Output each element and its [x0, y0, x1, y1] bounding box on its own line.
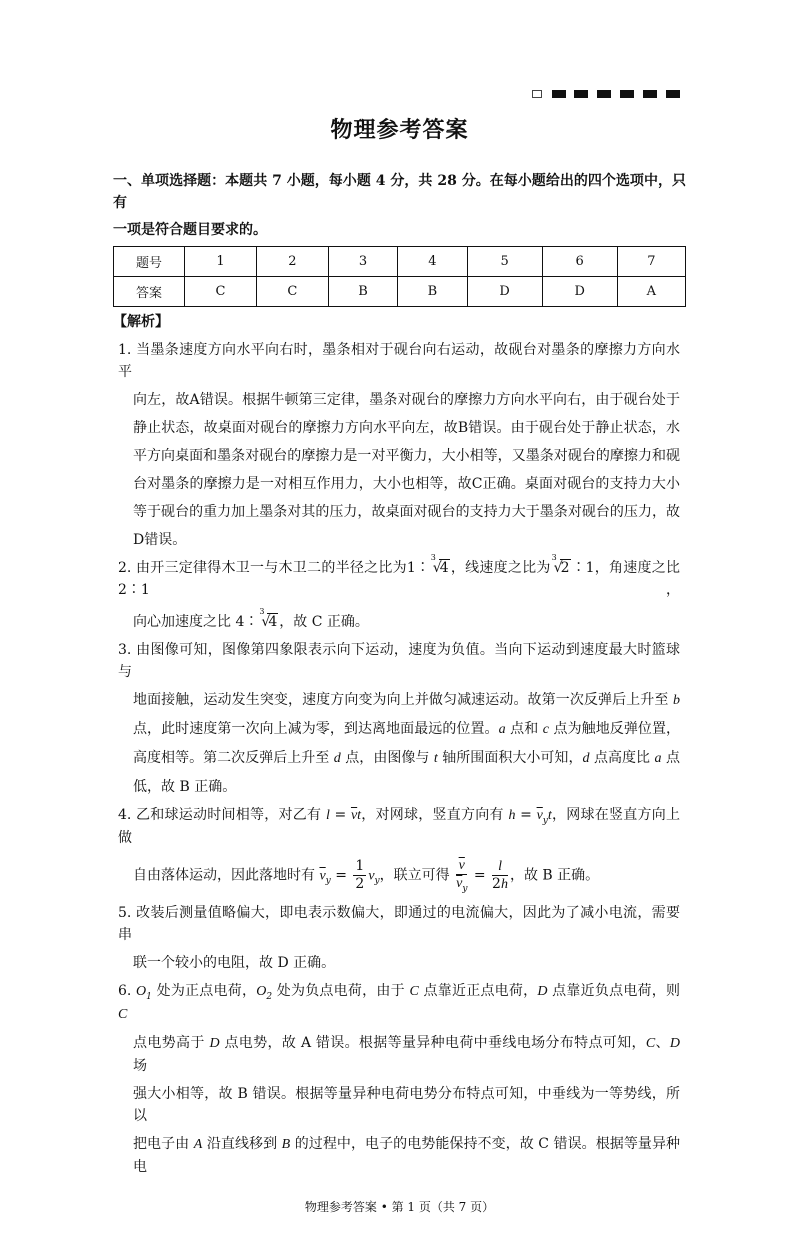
root-index: 3: [430, 553, 436, 562]
paragraph-line: [133, 1032, 680, 1077]
text-run: ，故 B 正确。: [509, 867, 600, 884]
text-run: 1. 当墨条速度方向水平向右时，墨条相对于砚台向右运动，故砚台对墨条的摩擦力方向水平: [118, 342, 680, 380]
table-row-questions: [114, 247, 686, 277]
radicand: 2: [560, 560, 570, 576]
text-run: 台对墨条的摩擦力是一对相互作用力，大小也相等，故C正确。桌面对砚台的支持力大小: [133, 476, 680, 492]
text-run: 1: [355, 857, 365, 874]
text-run: 点高度比: [589, 750, 655, 766]
math-var: a: [498, 722, 506, 737]
math-var: t: [547, 808, 552, 823]
math-var-bar: $\overline{v}$: [536, 808, 543, 823]
math-var: D: [537, 984, 548, 1000]
math-var: B: [281, 1137, 291, 1153]
radical-sign: √: [553, 560, 563, 576]
paragraph-line: [133, 776, 680, 798]
text-run: 2. 由开三定律得木卫一与木卫二的半径之比为1∶: [118, 560, 430, 576]
text-run: 地面接触，运动发生突变，速度方向变为向上并做匀减速运动。故第一次反弹后上升至: [133, 692, 673, 708]
table-cell: 6: [542, 247, 617, 277]
math-var: l: [498, 858, 502, 874]
text-run: 的过程中，电子的电势能保持不变，故 C 错误。根据等量异种电: [133, 1136, 681, 1176]
text-run: 3. 由图像可知，图像第四象限表示向下运动，速度为负值。当向下运动到速度最大时篮球与: [118, 642, 680, 680]
paragraph-line: [133, 607, 680, 633]
subscript: y: [462, 883, 468, 894]
table-row-answers: [114, 277, 686, 307]
text-run: 向心加速度之比 4∶: [133, 614, 259, 630]
text-run: 向左，故A错误。根据牛顿第三定律，墨条对砚台的摩擦力方向水平向右，由于砚台处于: [133, 392, 680, 408]
math-var: D: [669, 1036, 681, 1052]
paragraph-line: [133, 689, 680, 712]
table-cell: 2: [256, 247, 328, 277]
paragraph-line: [133, 747, 680, 770]
text-run: 5. 改装后测量值略偏大，即电表示数偏大，即通过的电流偏大，因此为了减小电流，需要串: [118, 905, 680, 944]
cube-root: [551, 553, 571, 577]
page-title: 物理参考答案: [330, 117, 469, 143]
subscript: y: [542, 815, 548, 826]
math-var: C: [118, 1007, 128, 1023]
math-var-bar: $\overline{v}$: [319, 868, 326, 884]
cube-root: [259, 607, 278, 631]
table-cell: B: [328, 277, 397, 307]
numerator: [456, 857, 467, 875]
text-run: ，联立可得: [379, 867, 455, 884]
text-run: 点为触地反弹位置，: [549, 721, 681, 737]
text-run: 2: [355, 875, 365, 892]
paragraph-line: [118, 639, 680, 683]
denominator: [456, 875, 467, 894]
radical-sign: √: [432, 560, 442, 576]
paragraph-line: [133, 857, 680, 894]
text-run: =: [515, 807, 537, 823]
section-heading: 一、单项选择题：本题共 7 小题，每小题 4 分，共 28 分。在每小题给出的四个选项中，只有: [113, 173, 686, 211]
paragraph-line: [133, 473, 680, 495]
subscript: 2: [266, 992, 273, 1003]
table-cell: B: [398, 277, 467, 307]
paragraph-line: [133, 417, 680, 439]
math-var-bar: $\overline{v}$: [456, 876, 463, 891]
analysis-label: 【解析】: [113, 314, 169, 330]
table-cell: D: [467, 277, 542, 307]
numerator: [492, 858, 508, 876]
math-var: h: [508, 808, 516, 823]
paragraph-line: [133, 1133, 680, 1178]
text-run: 点和: [505, 721, 543, 737]
table-cell: A: [617, 277, 685, 307]
math-var: d: [582, 751, 590, 766]
text-run: 自由落体运动，因此落地时有: [133, 867, 320, 884]
math-var: D: [209, 1036, 220, 1052]
text-run: =: [469, 867, 491, 884]
text-run: 处为正点电荷，: [151, 983, 257, 1000]
math-var: t: [357, 808, 362, 823]
text-run: 点电势，故 A 错误。根据等量异种电荷中垂线电场分布特点可知，: [219, 1035, 646, 1052]
math-var: l: [325, 808, 330, 823]
paragraph-line: [133, 718, 680, 741]
table-cell: D: [542, 277, 617, 307]
text-run: ，对网球，竖直方向有: [361, 807, 509, 823]
text-run: 点，此时速度第一次向上减为零，到达离地面最远的位置。: [133, 721, 499, 737]
table-cell: 5: [467, 247, 542, 277]
text-run: 点电势高于: [133, 1035, 210, 1052]
page-footer: 物理参考答案 • 第 1 页（共 7 页）: [304, 1200, 495, 1215]
math-var: O: [256, 984, 267, 1000]
text-run: 4. 乙和球运动时间相等，对乙有: [118, 807, 326, 823]
answer-table: [113, 246, 686, 307]
table-cell: 答案: [114, 277, 185, 307]
text-run: 6.: [118, 983, 137, 1000]
denominator: [353, 876, 366, 893]
text-run: 平方向桌面和墨条对砚台的摩擦力是一对平衡力，大小相等，又墨条对砚台的摩擦力和砚: [133, 448, 680, 464]
table-cell: 题号: [114, 247, 185, 277]
table-cell: 3: [328, 247, 397, 277]
math-var: t: [433, 751, 438, 766]
subscript: 1: [146, 992, 152, 1003]
math-var: h: [500, 876, 508, 892]
text-run: ∶1，角速度之比 2∶1，: [118, 560, 681, 598]
text-run: ，线速度之比为: [450, 560, 551, 576]
paragraph-line: [133, 389, 680, 411]
paragraph-line: [133, 529, 680, 551]
denominator: [492, 876, 508, 893]
text-run: 2: [492, 875, 501, 892]
math-var: C: [645, 1036, 656, 1052]
text-run: 把电子由: [133, 1136, 194, 1153]
math-var: c: [542, 722, 549, 737]
text-run: 联一个较小的电阻，故 D 正确。: [133, 955, 336, 972]
text-run: 场: [133, 1058, 147, 1075]
math-var: a: [654, 751, 662, 766]
paragraph-line: [133, 952, 680, 974]
table-cell: 4: [398, 247, 467, 277]
paragraph-line: [118, 980, 680, 1026]
paragraph-line: [118, 339, 680, 383]
section-heading-cont: 一项是符合题目要求的。: [113, 222, 267, 238]
paragraph-line: [118, 553, 681, 601]
text-run: ，网球在竖直方向上做: [118, 807, 680, 846]
fraction: [492, 858, 508, 893]
text-run: 点，由图像与: [340, 750, 434, 766]
paragraph-line: [133, 1083, 680, 1127]
cube-root: [430, 553, 450, 577]
paragraph-line: [133, 501, 680, 523]
text-run: 点靠近负点电荷，则: [547, 983, 681, 1000]
paragraph-line: [118, 902, 680, 946]
text-run: D错误。: [133, 532, 187, 548]
math-var: b: [673, 693, 680, 708]
fraction: [353, 858, 366, 893]
text-run: 轴所围面积大小可知，: [437, 750, 583, 766]
text-run: 低，故 B 正确。: [133, 779, 237, 795]
math-var: A: [193, 1137, 203, 1153]
text-run: 、: [655, 1035, 670, 1052]
numerator: [353, 858, 366, 876]
text-run: ，故 C 正确。: [279, 614, 369, 630]
table-cell: 1: [185, 247, 257, 277]
math-var: C: [409, 984, 419, 1000]
paragraph-line: [133, 445, 680, 467]
text-run: 处为负点电荷，由于: [272, 983, 410, 1000]
fraction: [456, 857, 467, 894]
text-run: 高度相等。第二次反弹后上升至: [133, 750, 334, 766]
text-run: 点靠近正点电荷，: [418, 983, 538, 1000]
text-run: 沿直线移到: [202, 1136, 282, 1153]
root-index: 3: [551, 553, 557, 562]
text-run: 等于砚台的重力加上墨条对其的压力，故桌面对砚台的支持力大于墨条对砚台的压力，故: [133, 504, 680, 520]
table-cell: C: [185, 277, 257, 307]
table-cell: C: [256, 277, 328, 307]
math-var-bar: $\overline{v}$: [458, 858, 465, 873]
paragraph-line: [118, 804, 680, 849]
math-var: v: [368, 868, 375, 884]
table-cell: 7: [617, 247, 685, 277]
math-var: O: [136, 984, 147, 1000]
text-run: 静止状态，故桌面对砚台的摩擦力方向水平向左，故B错误。由于砚台处于静止状态，水: [133, 420, 680, 436]
math-var: d: [333, 751, 341, 766]
subscript: y: [374, 876, 380, 887]
subscript: y: [325, 876, 331, 887]
math-var-bar: $\overline{v}$: [350, 808, 358, 823]
radicand: 4: [439, 560, 449, 576]
text-run: 点: [661, 750, 681, 766]
text-run: =: [329, 807, 351, 823]
radical-sign: √: [261, 614, 271, 630]
radicand: 4: [268, 614, 278, 630]
text-run: 强大小相等，故 B 错误。根据等量异种电荷电势分布特点可知，中垂线为一等势线，所以: [133, 1086, 680, 1125]
root-index: 3: [259, 607, 265, 616]
text-run: =: [330, 867, 352, 884]
